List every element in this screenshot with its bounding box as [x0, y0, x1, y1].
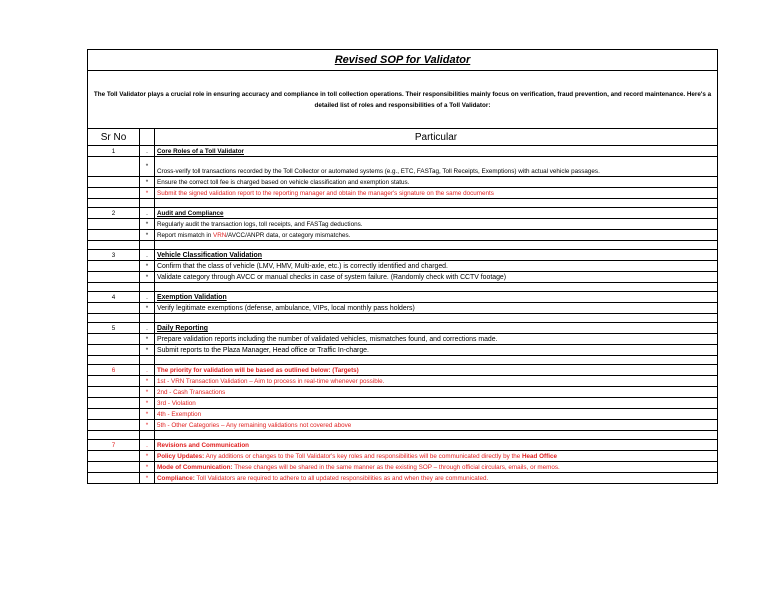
table-row	[88, 219, 717, 230]
table-row	[88, 365, 717, 376]
bullet-marker: *	[140, 230, 155, 241]
header-srno: Sr No	[88, 129, 140, 146]
list-item: 4th - Exemption	[155, 409, 718, 420]
bullet-marker: *	[140, 188, 155, 199]
bullet-marker: *	[140, 387, 155, 398]
bullet-marker: *	[140, 219, 155, 230]
list-item: Regularly audit the transaction logs, toll receipts, and FASTag deductions.	[155, 219, 718, 230]
table-row	[88, 440, 717, 451]
section-heading: Core Roles of a Toll Validator	[155, 146, 718, 157]
list-item: Verify legitimate exemptions (defense, ambulance, VIPs, local monthly pass holders)	[155, 303, 718, 314]
bullet-marker: *	[140, 177, 155, 188]
table-row	[88, 376, 717, 387]
section-heading: Daily Reporting	[155, 323, 718, 334]
table-row	[88, 451, 717, 462]
bullet-marker: *	[140, 376, 155, 387]
section-number: 1	[88, 146, 140, 157]
sop-sheet	[87, 49, 718, 484]
bullet-marker: *	[140, 462, 155, 473]
table-row	[88, 473, 717, 484]
table-row	[88, 157, 717, 177]
table-row	[88, 462, 717, 473]
spacer-row	[88, 241, 717, 250]
section-number: 7	[88, 440, 140, 451]
section-heading: The priority for validation will be based as outlined below: (Targets)	[155, 365, 718, 376]
row-marker: .	[140, 146, 155, 157]
table-row	[88, 177, 717, 188]
table-row	[88, 230, 717, 241]
row-marker: .	[140, 250, 155, 261]
bullet-marker: *	[140, 272, 155, 283]
table-row	[88, 323, 717, 334]
spacer-row	[88, 431, 717, 440]
section-number: 3	[88, 250, 140, 261]
table-row	[88, 420, 717, 431]
table-row	[88, 272, 717, 283]
row-marker: .	[140, 292, 155, 303]
header-spacer	[140, 129, 155, 146]
table-row	[88, 146, 717, 157]
section-number: 5	[88, 323, 140, 334]
list-item: Policy Updates: Any additions or changes to the Toll Validator's key roles and responsibilities will be communicated directly by the Head Office	[155, 451, 718, 462]
sop-table	[88, 129, 717, 483]
table-row	[88, 292, 717, 303]
section-heading: Revisions and Communication	[155, 440, 718, 451]
spacer-row	[88, 356, 717, 365]
intro-paragraph: The Toll Validator plays a crucial role in ensuring accuracy and compliance in toll collection operations. Their responsibilities mainly focus on verification, fraud prevention, and record maintenance. Here's a detailed list of roles and responsibilities of a Toll Validator:	[88, 71, 717, 129]
list-item: 3rd - Violation	[155, 398, 718, 409]
table-row	[88, 334, 717, 345]
list-item: Compliance: Toll Validators are required to adhere to all updated responsibilities as and when they are communicated.	[155, 473, 718, 484]
table-row	[88, 409, 717, 420]
table-row	[88, 250, 717, 261]
section-heading: Vehicle Classification Validation	[155, 250, 718, 261]
list-item: Submit the signed validation report to the reporting manager and obtain the manager's signature on the same documents	[155, 188, 718, 199]
bullet-marker: *	[140, 451, 155, 462]
row-marker: .	[140, 323, 155, 334]
list-item: Confirm that the class of vehicle (LMV, HMV, Multi-axle, etc.) is correctly identified and charged.	[155, 261, 718, 272]
list-item: Report mismatch in VRN/AVCC/ANPR data, or category mismatches.	[155, 230, 718, 241]
list-item: Validate category through AVCC or manual checks in case of system failure. (Randomly check with CCTV footage)	[155, 272, 718, 283]
table-row	[88, 345, 717, 356]
spacer-row	[88, 314, 717, 323]
table-row	[88, 261, 717, 272]
section-number: 2	[88, 208, 140, 219]
document-title: Revised SOP for Validator	[88, 50, 717, 71]
bullet-marker: *	[140, 409, 155, 420]
bullet-marker: *	[140, 157, 155, 177]
section-number: 4	[88, 292, 140, 303]
list-item: 1st - VRN Transaction Validation – Aim to process in real-time whenever possible.	[155, 376, 718, 387]
row-marker: .	[140, 440, 155, 451]
header-particular: Particular	[155, 129, 718, 146]
table-row	[88, 188, 717, 199]
table-row	[88, 208, 717, 219]
spacer-row	[88, 283, 717, 292]
list-item: Cross-verify toll transactions recorded by the Toll Collector or automated systems (e.g., ETC, FASTag, Toll Receipts, Exemptions) with actual vehicle passages.	[155, 157, 718, 177]
row-marker: .	[140, 365, 155, 376]
spacer-row	[88, 199, 717, 208]
table-header-row	[88, 129, 717, 146]
row-marker: .	[140, 208, 155, 219]
bullet-marker: *	[140, 345, 155, 356]
bullet-marker: *	[140, 398, 155, 409]
section-heading: Exemption Validation	[155, 292, 718, 303]
bullet-marker: *	[140, 303, 155, 314]
table-row	[88, 398, 717, 409]
bullet-marker: *	[140, 473, 155, 484]
list-item: Ensure the correct toll fee is charged based on vehicle classification and exemption status.	[155, 177, 718, 188]
section-heading: Audit and Compliance	[155, 208, 718, 219]
list-item: Prepare validation reports including the number of validated vehicles, mismatches found, and corrections made.	[155, 334, 718, 345]
list-item: 2nd - Cash Transactions	[155, 387, 718, 398]
list-item: 5th - Other Categories – Any remaining validations not covered above	[155, 420, 718, 431]
table-row	[88, 303, 717, 314]
list-item: Mode of Communication: These changes will be shared in the same manner as the existing SOP – through official circulars, emails, or memos.	[155, 462, 718, 473]
section-number: 6	[88, 365, 140, 376]
bullet-marker: *	[140, 420, 155, 431]
bullet-marker: *	[140, 261, 155, 272]
bullet-marker: *	[140, 334, 155, 345]
table-row	[88, 387, 717, 398]
list-item: Submit reports to the Plaza Manager, Head office or Traffic In-charge.	[155, 345, 718, 356]
